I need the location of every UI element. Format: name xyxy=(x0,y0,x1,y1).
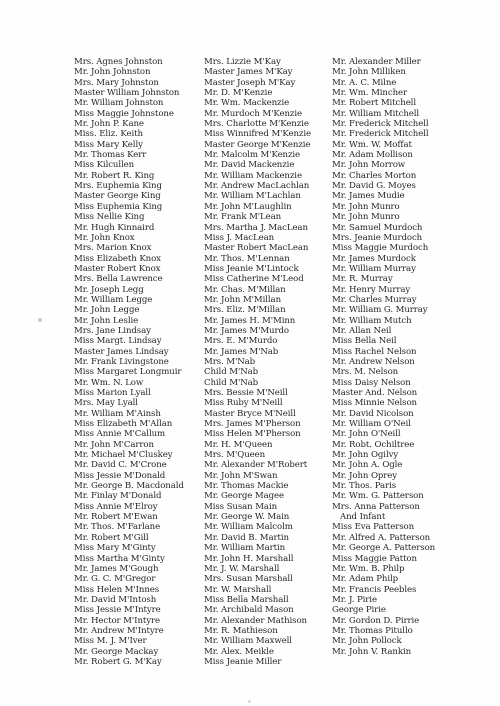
passenger-entry: Mr. Robert R. King xyxy=(74,170,155,181)
passenger-entry: Mr. John Johnston xyxy=(74,67,151,78)
passenger-entry: Mr. John Legge xyxy=(74,305,140,316)
passenger-entry: Master James Lindsay xyxy=(74,346,169,357)
passenger-entry: Mrs. Euphemia King xyxy=(74,181,162,192)
passenger-entry: Miss Daisy Nelson xyxy=(332,377,411,388)
passenger-entry: Miss Elizabeth Knox xyxy=(74,253,161,264)
passenger-entry: Mr. David M'Intosh xyxy=(74,594,157,605)
passenger-entry: Mr. John O'Neill xyxy=(332,429,401,440)
passenger-entry: Mr. John V. Rankin xyxy=(332,646,412,657)
passenger-entry: Mr. Thos. M'Lennan xyxy=(204,253,290,264)
passenger-entry: Mr. Robert Mitchell xyxy=(332,98,416,109)
passenger-entry: Mr. William M'Lachlan xyxy=(204,191,301,202)
passenger-entry: Mr. George Magee xyxy=(204,491,284,502)
passenger-entry: Mr. Andrew Nelson xyxy=(332,356,415,367)
passenger-entry: Mr. R. Mathieson xyxy=(204,625,278,636)
passenger-entry: Mr. Wm. Mackenzie xyxy=(204,98,290,109)
passenger-entry: Miss Helen M'Pherson xyxy=(204,429,301,440)
passenger-entry: Mr. William Legge xyxy=(74,294,153,305)
passenger-entry: Mr. Hugh Kinnaird xyxy=(74,222,155,233)
passenger-entry: Mr. Joseph Legg xyxy=(74,284,144,295)
passenger-entry: Mr. Adam Philp xyxy=(332,574,399,585)
passenger-entry: Mr. Finlay M'Donald xyxy=(74,491,162,502)
passenger-entry: George Pirie xyxy=(332,605,386,616)
passenger-entry: Mr. Archibald Mason xyxy=(204,605,294,616)
page-speck xyxy=(248,700,251,703)
passenger-entry: Mr. James M'Murdo xyxy=(204,325,289,336)
passenger-entry: Mr. William Mutch xyxy=(332,315,412,326)
passenger-entry: Miss Bella Neil xyxy=(332,336,397,347)
passenger-entry: Mr. James M'Gough xyxy=(74,563,159,574)
passenger-entry: Mr. John H. Marshall xyxy=(204,553,294,564)
passenger-entry: Mrs. Jeanie Murdoch xyxy=(332,232,423,243)
passenger-entry: Mr. James Mudie xyxy=(332,191,405,202)
passenger-entry: Mrs. Bella Lawrence xyxy=(74,274,163,285)
passenger-entry: Mr. George Mackay xyxy=(74,646,159,657)
passenger-entry: Mr. John P. Kane xyxy=(74,119,144,130)
passenger-entry: Miss Mary Kelly xyxy=(74,139,143,150)
passenger-entry: Mrs. Bessie M'Neill xyxy=(204,388,288,398)
passenger-entry: Mr. William Mitchell xyxy=(332,108,420,119)
passenger-entry: Mr. William Mackenzie xyxy=(204,170,302,181)
passenger-entry: Mr. John Munro xyxy=(332,212,400,223)
passenger-entry: Mr. J. Pirie xyxy=(332,594,377,605)
passenger-entry: Mrs. James M'Pherson xyxy=(204,419,301,430)
passenger-entry: Miss Marion Lyall xyxy=(74,388,151,398)
passenger-entry: Mr. Andrew M'Intyre xyxy=(74,625,164,636)
passenger-entry: Mr. Alexander M'Robert xyxy=(204,460,308,471)
passenger-entry: Mr. John Pollock xyxy=(332,636,402,647)
passenger-entry: Miss Bella Marshall xyxy=(204,594,289,605)
passenger-entry: Miss Jeanie Miller xyxy=(204,656,282,667)
passenger-entry: Mr. Malcolm M'Kenzie xyxy=(204,150,301,161)
passenger-entry: Mr. R. Murray xyxy=(332,274,393,285)
passenger-entry: Mr. David B. Martin xyxy=(204,532,289,543)
passenger-entry: Miss Jessie M'Intyre xyxy=(74,605,161,616)
passenger-entry: Miss Margt. Lindsay xyxy=(74,336,162,347)
passenger-entry: Mr. Robert G. M'Kay xyxy=(74,656,162,667)
passenger-entry: Miss Minnie Nelson xyxy=(332,398,417,409)
passenger-entry: Mrs. Agnes Johnston xyxy=(74,57,163,67)
passenger-entry: Mrs. M. Nelson xyxy=(332,367,399,378)
passenger-entry: Mr. John M'Laughlin xyxy=(204,201,292,212)
passenger-entry: Master Robert MacLean xyxy=(204,243,309,254)
passenger-entry: Mr. John M'Swan xyxy=(204,470,278,481)
passenger-entry: Mr. John Oprey xyxy=(332,470,398,481)
passenger-entry: Mr. John A. Ogle xyxy=(332,460,403,471)
passenger-entry: Miss Susan Main xyxy=(204,501,278,512)
passenger-entry: Child M'Nab xyxy=(204,367,259,378)
passenger-entry: Miss M. J. M'Iver xyxy=(74,636,147,647)
passenger-entry: Mr. Allan Neil xyxy=(332,325,392,336)
passenger-column-3 xyxy=(332,57,435,657)
passenger-entry: Mr. Charles Morton xyxy=(332,170,417,181)
passenger-entry: Miss. Eliz. Keith xyxy=(74,129,143,140)
passenger-column-1 xyxy=(74,57,184,667)
passenger-entry: Miss J. MacLean xyxy=(204,232,275,243)
passenger-entry: Master James M'Kay xyxy=(204,67,293,78)
passenger-entry: Master And. Nelson xyxy=(332,388,418,398)
passenger-entry: Mr. A. C. Milne xyxy=(332,77,397,88)
passenger-entry: Mr. Alexander Mathison xyxy=(204,615,307,626)
passenger-entry: Mrs. Martha J. MacLean xyxy=(204,222,308,233)
passenger-entry: Mr. Robt. Ochiltree xyxy=(332,439,415,450)
passenger-entry: Mr. Michael M'Cluskey xyxy=(74,450,173,461)
passenger-entry: Master George King xyxy=(74,191,161,202)
passenger-entry: Mr. George B. Macdonald xyxy=(74,481,184,492)
passenger-entry: Miss Nellie King xyxy=(74,212,145,223)
passenger-entry: Mr. W. Marshall xyxy=(204,584,272,595)
passenger-entry: Mr. Frederick Mitchell xyxy=(332,129,429,140)
passenger-entry: Miss Elizabeth M'Allan xyxy=(74,419,173,430)
passenger-entry: Mr. William Murray xyxy=(332,263,416,274)
passenger-entry: Mr. George A. Patterson xyxy=(332,543,436,554)
passenger-entry: And Infant xyxy=(340,512,386,523)
passenger-entry: Miss Catherine M'Leod xyxy=(204,274,304,285)
passenger-entry: Mr. William M'Ainsh xyxy=(74,408,161,419)
passenger-entry: Mr. William Johnston xyxy=(74,98,164,109)
passenger-entry: Mr. Wm. B. Philp xyxy=(332,563,405,574)
passenger-entry: Miss Maggie Johnstone xyxy=(74,108,174,119)
passenger-entry: Mr. G. C. M'Gregor xyxy=(74,574,156,585)
passenger-entry: Miss Mary M'Ginty xyxy=(74,543,156,554)
passenger-entry: Mr. John Morrow xyxy=(332,160,406,171)
passenger-entry: Miss Euphemia King xyxy=(74,201,163,212)
passenger-entry: Mr. John M'Carron xyxy=(74,439,154,450)
passenger-entry: Mr. Alex. Meikle xyxy=(204,646,274,657)
passenger-entry: Mr. James M'Nab xyxy=(204,346,279,357)
passenger-entry: Mr. D. M'Kenzie xyxy=(204,88,273,99)
passenger-entry: Mr. Thomas Mackie xyxy=(204,481,289,492)
passenger-entry: Miss Maggie Murdoch xyxy=(332,243,429,254)
passenger-entry: Mr. David C. M'Crone xyxy=(74,460,167,471)
passenger-entry: Mr. Wm. G. Patterson xyxy=(332,491,424,502)
passenger-entry: Mr. Gordon D. Pirrie xyxy=(332,615,420,626)
passenger-entry: Master Joseph M'Kay xyxy=(204,77,296,88)
passenger-entry: Mrs. Lizzie M'Kay xyxy=(204,57,281,67)
passenger-entry: Mr. Samuel Murdoch xyxy=(332,222,423,233)
passenger-entry: Mrs. Susan Marshall xyxy=(204,574,293,585)
passenger-entry: Mr. Robert M'Gill xyxy=(74,532,149,543)
passenger-entry: Mr. David G. Moyes xyxy=(332,181,416,192)
passenger-entry: Miss Eva Patterson xyxy=(332,522,415,533)
passenger-entry: Mr. Henry Murray xyxy=(332,284,411,295)
passenger-entry: Mr. Charles Murray xyxy=(332,294,417,305)
passenger-entry: Mr. Thomas Pitullo xyxy=(332,625,413,636)
passenger-entry: Mr. John Munro xyxy=(332,201,400,212)
passenger-entry: Mrs. M'Queen xyxy=(204,450,266,461)
passenger-entry: Child M'Nab xyxy=(204,377,259,388)
page-speck xyxy=(38,318,42,322)
passenger-entry: Mr. J. W. Marshall xyxy=(204,563,280,574)
passenger-entry: Master Robert Knox xyxy=(74,263,161,274)
passenger-entry: Mr. Alfred A. Patterson xyxy=(332,532,431,543)
passenger-list xyxy=(74,57,474,667)
passenger-entry: Mr. Frank Livingstone xyxy=(74,356,169,367)
passenger-entry: Mr. William Martin xyxy=(204,543,286,554)
passenger-entry: Mr. Alexander Miller xyxy=(332,57,421,67)
passenger-entry: Mrs. Jane Lindsay xyxy=(74,325,151,336)
passenger-entry: Miss Annie M'Elroy xyxy=(74,501,158,512)
passenger-entry: Mrs. Marion Knox xyxy=(74,243,152,254)
passenger-entry: Mr. James H. M'Minn xyxy=(204,315,296,326)
passenger-entry: Mr. John Knox xyxy=(74,232,135,243)
passenger-entry: Mr. William Maxwell xyxy=(204,636,292,647)
passenger-entry: Mr. James Murdock xyxy=(332,253,416,264)
passenger-entry: Mr. John Milliken xyxy=(332,67,406,78)
passenger-entry: Miss Kilcullen xyxy=(74,160,135,171)
passenger-entry: Mr. Frederick Mitchell xyxy=(332,119,429,130)
passenger-entry: Master William Johnston xyxy=(74,88,180,99)
passenger-entry: Mr. John Ogilvy xyxy=(332,450,399,461)
passenger-entry: Mr. H. M'Queen xyxy=(204,439,273,450)
passenger-entry: Miss Jeanie M'Lintock xyxy=(204,263,299,274)
passenger-entry: Mr. John M'Millan xyxy=(204,294,282,305)
passenger-entry: Miss Martha M'Ginty xyxy=(74,553,165,564)
passenger-entry: Miss Winnifred M'Kenzie xyxy=(204,129,311,140)
passenger-entry: Mrs. Eliz. M'Millan xyxy=(204,305,286,316)
passenger-entry: Mr. William Malcolm xyxy=(204,522,293,533)
passenger-column-2 xyxy=(204,57,311,667)
passenger-entry: Miss Jessie M'Donald xyxy=(74,470,166,481)
passenger-entry: Mr. William O'Neil xyxy=(332,419,411,430)
passenger-entry: Mr. Robert M'Ewan xyxy=(74,512,158,523)
passenger-entry: Master Bryce M'Neill xyxy=(204,408,296,419)
passenger-entry: Mr. William G. Murray xyxy=(332,305,428,316)
passenger-entry: Mr. John Leslie xyxy=(74,315,139,326)
passenger-entry: Mrs. E. M'Murdo xyxy=(204,336,278,347)
passenger-entry: Mr. Frank M'Lean xyxy=(204,212,282,223)
passenger-entry: Mr. Wm. W. Moffat xyxy=(332,139,412,150)
passenger-entry: Mr. Wm. N. Low xyxy=(74,377,144,388)
passenger-entry: Mr. Adam Mollison xyxy=(332,150,413,161)
passenger-entry: Miss Annie M'Callum xyxy=(74,429,166,440)
passenger-entry: Mrs. May Lyall xyxy=(74,398,138,409)
passenger-entry: Mr. Wm. Mincher xyxy=(332,88,407,99)
passenger-entry: Miss Rachel Nelson xyxy=(332,346,417,357)
passenger-entry: Mr. Francis Peebles xyxy=(332,584,417,595)
passenger-entry: Mr. Thos. M'Farlane xyxy=(74,522,161,533)
passenger-entry: Mrs. M'Nab xyxy=(204,356,256,367)
passenger-entry: Miss Margaret Longmuir xyxy=(74,367,182,378)
passenger-entry: Miss Ruby M'Neill xyxy=(204,398,283,409)
passenger-entry: Mrs. Mary Johnston xyxy=(74,77,159,88)
passenger-entry: Miss Helen M'Innes xyxy=(74,584,160,595)
passenger-entry: Mr. David Nicolson xyxy=(332,408,414,419)
passenger-entry: Mr. Thomas Kerr xyxy=(74,150,147,161)
passenger-entry: Mrs. Anna Patterson xyxy=(332,501,420,512)
passenger-entry: Miss Maggie Patton xyxy=(332,553,417,564)
passenger-entry: Mr. Andrew MacLachlan xyxy=(204,181,310,192)
passenger-entry: Mr. George W. Main xyxy=(204,512,290,523)
passenger-entry: Mr. Hector M'Intyre xyxy=(74,615,160,626)
passenger-entry: Mr. Chas. M'Millan xyxy=(204,284,286,295)
passenger-entry: Mr. David Mackenzie xyxy=(204,160,295,171)
passenger-entry: Mr. Thos. Paris xyxy=(332,481,397,492)
passenger-entry: Mrs. Charlotte M'Kenzie xyxy=(204,119,309,130)
passenger-entry: Mr. Murdoch M'Kenzie xyxy=(204,108,302,119)
passenger-entry: Master George M'Kenzie xyxy=(204,139,311,150)
